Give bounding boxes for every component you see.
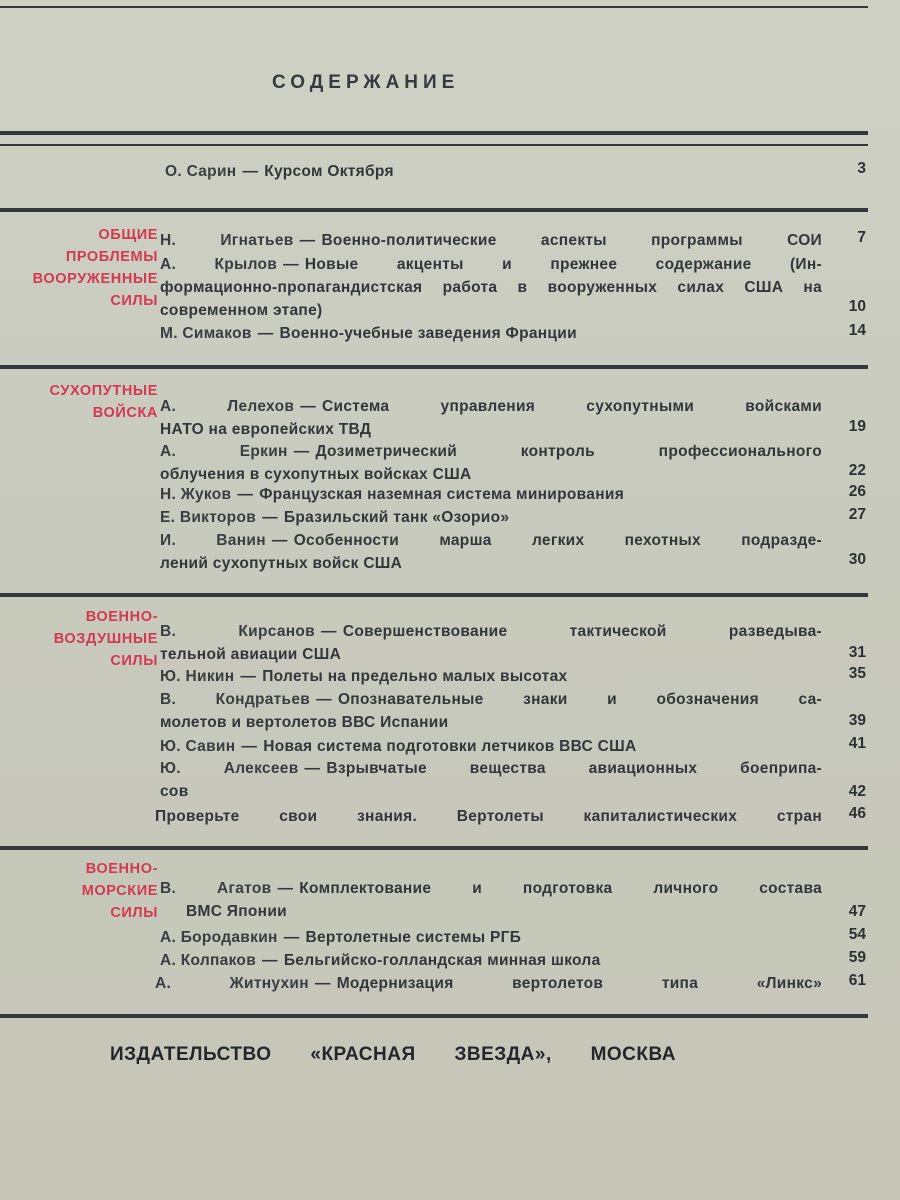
entry-title: Комплектование и подготовка личного состава	[299, 880, 822, 897]
section-label-line: ВОЕННО-	[85, 861, 158, 877]
section-label-ground-forces	[49, 380, 158, 424]
toc-entry[interactable]	[160, 688, 822, 734]
toc-entry[interactable]	[160, 757, 822, 803]
entry-author: О. Сарин	[165, 163, 237, 180]
entry-title: Военно-политические аспекты программы СОИ	[321, 232, 822, 249]
section-label-line: ВООРУЖЕННЫЕ	[32, 271, 158, 287]
entry-title: Французская наземная система минирования	[259, 486, 625, 503]
entry-title: Новая система подготовки летчиков ВВС США	[263, 738, 637, 755]
divider-rule	[0, 131, 868, 135]
section-label-line: СУХОПУТНЫЕ	[49, 383, 158, 399]
divider-rule	[0, 144, 868, 146]
entry-page-number: 10	[848, 298, 866, 315]
toc-entry[interactable]	[155, 972, 822, 995]
toc-entry[interactable]	[160, 253, 822, 322]
entry-dash: —	[316, 691, 332, 708]
toc-entry[interactable]	[160, 877, 822, 923]
toc-entry[interactable]	[160, 665, 822, 688]
entry-page-number: 54	[848, 926, 866, 943]
entry-page-number: 14	[848, 322, 866, 339]
entry-title: Система управления сухопутными войсками	[322, 398, 823, 415]
entry-title-continued: облучения в сухопутных войсках США	[160, 466, 472, 483]
entry-dash: —	[304, 760, 321, 777]
divider-rule	[0, 1014, 868, 1018]
entry-title: Совершенствование тактической разведыва-	[342, 623, 822, 640]
entry-page-number: 59	[848, 949, 866, 966]
entry-author: А. Крылов	[160, 256, 278, 273]
entry-page-number: 42	[848, 783, 866, 800]
entry-dash: —	[240, 668, 257, 685]
entry-author: Ю. Никин	[160, 668, 235, 685]
entry-title: Проверьте свои знания. Вертолеты капиталистических стран	[155, 808, 822, 825]
toc-entry[interactable]	[160, 440, 822, 486]
entry-dash: —	[299, 232, 316, 249]
entry-title-continued: молетов и вертолетов ВВС Испании	[160, 714, 449, 731]
entry-page-number: 46	[848, 805, 866, 822]
toc-entry[interactable]	[160, 926, 822, 949]
toc-entry[interactable]	[160, 735, 822, 758]
toc-entry[interactable]	[160, 483, 822, 506]
entry-title: Бельгийско-голландская минная школа	[283, 952, 601, 969]
entry-page-number: 7	[857, 229, 866, 246]
toc-entry[interactable]	[160, 949, 822, 972]
section-label-line: СИЛЫ	[110, 293, 158, 309]
entry-title-continued: лений сухопутных войск США	[160, 555, 403, 572]
entry-dash: —	[242, 163, 259, 180]
entry-dash: —	[262, 509, 278, 526]
entry-title: Взрывчатые вещества авиационных боеприпа-	[326, 760, 823, 777]
entry-page-number: 39	[848, 712, 866, 729]
entry-page-number: 26	[848, 483, 866, 500]
entry-author: И. Ванин	[160, 532, 266, 549]
divider-rule	[0, 593, 868, 597]
entry-author: Н. Игнатьев	[160, 232, 294, 249]
entry-title: Опознавательные знаки и обозначения са-	[337, 691, 822, 708]
entry-author: Е. Викторов	[160, 509, 257, 526]
section-label-general	[33, 224, 158, 312]
entry-author: А. Еркин	[160, 443, 288, 460]
entry-page-number: 22	[848, 462, 866, 479]
top-rule	[0, 6, 868, 8]
entry-author: Ю. Савин	[160, 738, 236, 755]
entry-dash: —	[257, 325, 274, 342]
entry-title: Военно-учебные заведения Франции	[279, 325, 577, 342]
entry-page-number: 41	[848, 735, 866, 752]
entry-dash: —	[262, 952, 278, 969]
entry-title-continued: формационно-пропагандистская работа в вооруженных силах США на современном этапе)	[160, 279, 822, 319]
toc-entry-intro[interactable]	[165, 160, 827, 183]
entry-title: Полеты на предельно малых высотах	[262, 668, 568, 685]
section-label-navy	[82, 858, 158, 924]
entry-title-continued: ВМС Японии	[186, 903, 287, 920]
entry-title: Модернизация вертолетов типа «Линкс»	[336, 975, 822, 992]
section-label-line: СИЛЫ	[110, 653, 158, 669]
toc-entry[interactable]	[160, 395, 822, 441]
toc-entry[interactable]	[160, 529, 822, 575]
entry-page-number: 19	[848, 418, 866, 435]
entry-title-continued: сов	[160, 783, 189, 800]
entry-author: А. Колпаков	[160, 952, 257, 969]
page-title: СОДЕРЖАНИЕ	[272, 72, 460, 93]
section-label-line: ПРОБЛЕМЫ	[65, 249, 158, 265]
entry-author: М. Симаков	[160, 325, 252, 342]
entry-title: Курсом Октября	[264, 163, 394, 180]
entry-dash: —	[321, 623, 337, 640]
entry-page-number: 31	[848, 644, 866, 661]
entry-author: В. Агатов	[160, 880, 272, 897]
entry-dash: —	[241, 738, 258, 755]
entry-title-continued: НАТО на европейских ТВД	[160, 421, 372, 438]
entry-author: А. Лелехов	[160, 398, 295, 415]
entry-title: Дозиметрический контроль профессионального	[315, 443, 822, 460]
entry-author: Н. Жуков	[160, 486, 232, 503]
section-label-air-force	[54, 606, 158, 672]
divider-rule	[0, 208, 868, 212]
divider-rule	[0, 365, 868, 369]
entry-author: В. Кирсанов	[160, 623, 316, 640]
entry-page-number: 35	[848, 665, 866, 682]
entry-author: В. Кондратьев	[160, 691, 311, 708]
publisher-footer: ИЗДАТЕЛЬСТВО «КРАСНАЯ ЗВЕЗДА», МОСКВА	[110, 1044, 676, 1065]
entry-dash: —	[237, 486, 254, 503]
section-label-line: ВОЙСКА	[92, 405, 158, 421]
divider-rule	[0, 846, 868, 850]
entry-dash: —	[277, 880, 294, 897]
entry-dash: —	[283, 929, 300, 946]
entry-title: Бразильский танк «Озорио»	[283, 509, 510, 526]
section-label-line: ВОЗДУШНЫЕ	[53, 631, 158, 647]
section-label-line: ОБЩИЕ	[98, 227, 158, 243]
entry-dash: —	[283, 256, 299, 273]
toc-entry[interactable]	[160, 620, 822, 666]
toc-entry[interactable]	[160, 322, 822, 345]
toc-entry[interactable]	[160, 506, 822, 529]
entry-page-number: 30	[848, 551, 866, 568]
entry-author: Ю. Алексеев	[160, 760, 299, 777]
entry-dash: —	[300, 398, 316, 415]
entry-title: Новые акценты и прежнее содержание (Ин-	[304, 256, 822, 273]
toc-entry[interactable]	[155, 805, 822, 828]
section-label-line: СИЛЫ	[110, 905, 158, 921]
entry-page-number: 3	[857, 160, 866, 177]
entry-page-number: 47	[848, 903, 866, 920]
section-label-line: ВОЕННО-	[85, 609, 158, 625]
entry-title-continued: тельной авиации США	[160, 646, 342, 663]
toc-entry[interactable]	[160, 229, 822, 252]
entry-author: А. Житнухин	[155, 975, 309, 992]
entry-page-number: 27	[848, 506, 866, 523]
entry-dash: —	[293, 443, 310, 460]
entry-dash: —	[271, 532, 288, 549]
entry-title: Особенности марша легких пехотных подразде-	[293, 532, 822, 549]
entry-dash: —	[314, 975, 331, 992]
entry-page-number: 61	[848, 972, 866, 989]
entry-author: А. Бородавкин	[160, 929, 278, 946]
entry-title: Вертолетные системы РГБ	[305, 929, 522, 946]
section-label-line: МОРСКИЕ	[81, 883, 158, 899]
